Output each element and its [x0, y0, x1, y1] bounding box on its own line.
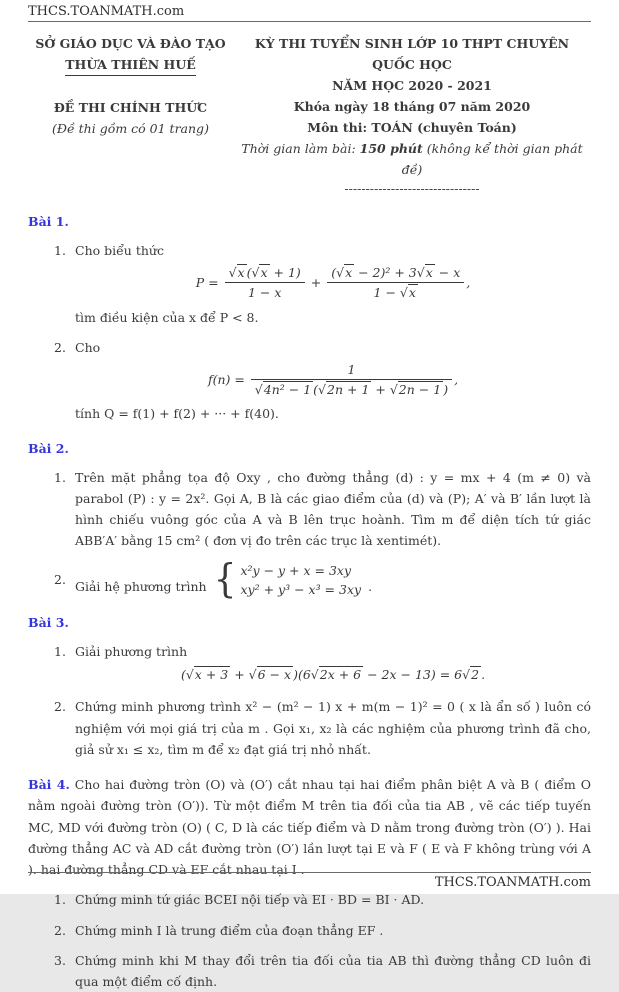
item-body [75, 641, 591, 688]
exam-header [28, 33, 591, 198]
item-number: 1. [54, 243, 66, 258]
item-tail: tính Q = f(1) + f(2) + ··· + f(40). [75, 406, 279, 422]
problem-4-heading: Bài 4. [28, 777, 70, 793]
exam-title-line1: KỲ THI TUYỂN SINH LỚP 10 THPT CHUYÊN QUỐC HỌC [254, 36, 570, 72]
item-number: 1. [54, 643, 66, 659]
site-link-bottom[interactable]: THCS.TOANMATH.com [434, 875, 591, 890]
item-number: 1. [54, 469, 66, 485]
item-intro: Cho biểu thức [75, 243, 164, 258]
problem-3-item-1 [54, 641, 591, 688]
problem-3-heading: Bài 3. [28, 614, 69, 630]
item-tail: tìm điều kiện của x để P < 8. [75, 309, 259, 325]
equation-system: { x²y − y + x = 3xy xy² + y³ − x³ = 3xy [213, 556, 362, 602]
problem-2 [28, 439, 591, 602]
exam-title-line2: NĂM HỌC 2020 - 2021 [332, 78, 492, 93]
item-body [75, 337, 591, 425]
problem-4-intro-text: Cho hai đường tròn (O) và (O′) cắt nhau tại hai điểm phân biệt A và B ( điểm O nằm ngoài đường tròn (O′)). Từ một điểm M trên tia đối của tia AB , vẽ các tiếp tuyến MC, MD với đường tròn (O) ( C, D là các tiếp điểm và D nằm trong đường tròn (O′) ). Hai đường thẳng AC và AD cắt đường tròn (O′) lần lượt tại E và F ( E và F không trùng với A ). hai đường thẳng CD và EF cắt nhau tại I . [28, 777, 591, 878]
page-footer [28, 872, 591, 890]
item-intro: Giải phương trình [75, 643, 188, 659]
problem-2-item-2 [54, 556, 591, 602]
footer-rule [28, 872, 591, 873]
item-number: 2. [54, 339, 66, 355]
duration-prefix: Thời gian làm bài: [241, 141, 360, 156]
item-prefix: Giải hệ phương trình [75, 578, 207, 594]
item-number: 2. [54, 571, 66, 587]
exam-duration [233, 138, 591, 180]
problem-1-heading: Bài 1. [28, 214, 69, 229]
site-link-top[interactable]: THCS.TOANMATH.com [28, 4, 185, 19]
exam-type-label: ĐỀ THI CHÍNH THỨC [53, 100, 208, 115]
item-body: Chứng minh phương trình x² − (m² − 1) x + m(m − 1)² = 0 ( x là ẩn số ) luôn có nghiệm với mọi giá trị của m . Gọi x₁, x₂ là các nghiệm của phương trình đã cho, giả sử x₁ ≤ x₂, tìm m để x₂ đạt giá trị nhỏ nhất. [75, 699, 591, 757]
problem-4-intro [28, 774, 591, 880]
item-suffix: . [368, 578, 373, 594]
item-number: 2. [54, 699, 66, 715]
problem-2-items [54, 467, 591, 602]
item-body [75, 556, 591, 602]
item-body: Chứng minh I là trung điểm của đoạn thẳng EF . [75, 922, 384, 938]
problem-1-items [54, 240, 591, 425]
item-body: Chứng minh khi M thay đổi trên tia đối của tia AB thì đường thẳng CD luôn đi qua một điểm cố định. [75, 952, 591, 990]
problem-3-item-2 [54, 696, 591, 760]
formula-equation: (√x + 3 + √6 − x )(6√2x + 6 − 2x − 13) = 6√2 . [180, 666, 486, 682]
problem-1-item-2 [54, 337, 591, 425]
problem-4-item-2 [54, 920, 591, 941]
header-right [233, 33, 591, 198]
duration-value: 150 phút [359, 141, 423, 156]
item-body: Chứng minh tứ giác BCEI nội tiếp và EI · BD = BI · AD. [75, 892, 425, 908]
item-number: 3. [54, 952, 66, 968]
separator-dashes: -------------------------------- [344, 181, 480, 196]
problem-2-heading: Bài 2. [28, 440, 69, 456]
problem-3 [28, 613, 591, 761]
exam-session-date: Khóa ngày 18 tháng 07 năm 2020 [293, 99, 531, 114]
footer-site [28, 875, 591, 890]
province-underline: THỪA THIÊN HUẾ [65, 54, 196, 76]
header-left [28, 33, 233, 198]
item-number: 2. [54, 922, 66, 938]
item-body [75, 240, 591, 328]
problem-4-item-3 [54, 950, 591, 992]
problem-1-item-1 [54, 240, 591, 328]
site-header [28, 0, 591, 19]
formula-P: P = $\frac{√x (√x + 1)}{1 - x}$ + $\frac{\text{(√x − 2)² + 3√x − x}}{1 - √x}$ , [195, 265, 471, 300]
duration-suffix: (không kể thời gian phát đề) [401, 141, 583, 177]
problem-2-item-1 [54, 467, 591, 552]
province-name [28, 54, 233, 76]
department-name: SỞ GIÁO DỤC VÀ ĐÀO TẠO [35, 36, 226, 51]
item-number: 1. [54, 892, 66, 908]
top-rule [28, 21, 591, 22]
problem-4-items [54, 889, 591, 992]
problem-3-items [54, 641, 591, 761]
formula-fn: f(n) = $\frac{1}{\text{√4n² − 1 (√2n + 1 + √2n − 1 )}}$ , [207, 362, 459, 397]
problem-1 [28, 212, 591, 425]
exam-subject: Môn thi: TOÁN (chuyên Toán) [307, 120, 517, 135]
page-count-note: (Đề thi gồm có 01 trang) [52, 121, 209, 136]
item-body: Trên mặt phẳng tọa độ Oxy , cho đường thẳng (d) : y = mx + 4 (m ≠ 0) và parabol (P) : y = 2x². Gọi A, B là các giao điểm của (d) và (P); A′ và B′ lần lượt là hình chiếu vuông góc của A và B lên trục hoành. Tìm m để diện tích tứ giác ABB′A′ bằng 15 cm² ( đơn vị đo trên các trục là xentimét). [75, 469, 591, 549]
item-intro: Cho [75, 339, 101, 355]
problem-4-item-1 [54, 889, 591, 910]
